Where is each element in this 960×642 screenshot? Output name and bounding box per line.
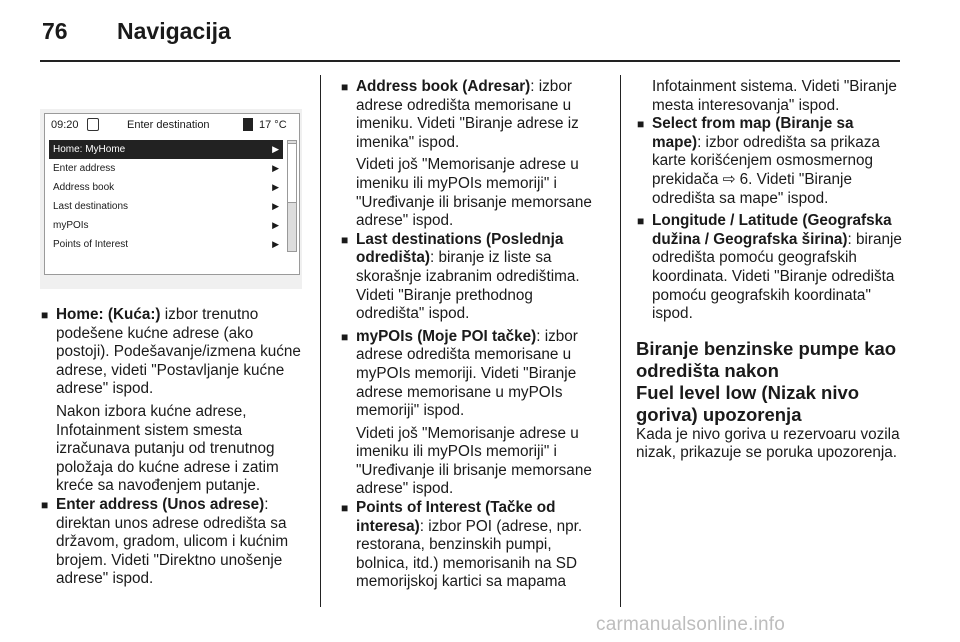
list-item: [636, 212, 906, 324]
paragraph: Infotainment sistema. Videti "Biranje mesta interesovanja" ispod.: [652, 78, 897, 114]
chevron-right-icon: ▶: [272, 144, 279, 154]
menu-item-label: Address book: [53, 182, 115, 193]
chevron-right-icon: ▶: [272, 201, 279, 211]
bullet-icon: ■: [341, 501, 349, 516]
term-select-from-map: Select from map (Biranje sa mape): [652, 115, 854, 151]
watermark: carmanualsonline.info: [596, 614, 786, 635]
bullet-icon: ■: [341, 329, 349, 344]
menu-item-address-book[interactable]: [49, 178, 283, 197]
term-home: Home: (Kuća:): [56, 306, 161, 323]
header-rule: [40, 60, 900, 62]
menu-item-label: Points of Interest: [53, 239, 129, 250]
desc-enter-address: : direktan unos adrese odredišta sa državom, gradom, ulicom i kućnim brojem. Videti "Direktno unošenje adrese" ispod.: [56, 495, 289, 588]
term-mypois: myPOIs (Moje POI tačke): [356, 327, 537, 345]
desc-home: izbor trenutno podešene kućne adrese (ako postoji). Podešavanje/izmena kućne adrese, videti "Postavljanje kućne adrese" ispod.: [56, 306, 301, 398]
desc-address-book: : izbor adrese odredišta memorisane u imeniku. Videti "Biranje adrese iz imenika" ispod.: [356, 78, 579, 151]
menu-item-label: Enter address: [53, 163, 116, 174]
section-heading: [636, 338, 906, 426]
destination-menu: [49, 140, 283, 254]
column-2: [340, 78, 604, 596]
bullet-icon: ■: [41, 497, 49, 512]
term-enter-address: Enter address (Unos adrese): [56, 495, 265, 513]
menu-item-enter-address[interactable]: [49, 159, 283, 178]
column-3: [636, 78, 906, 463]
menu-item-label: Last destinations: [53, 201, 129, 212]
chevron-right-icon: ▶: [272, 220, 279, 230]
list-item: [40, 306, 302, 399]
scrollbar-thumb[interactable]: [288, 143, 296, 203]
menu-item-label: myPOIs: [53, 220, 89, 231]
section-heading-line-2: Fuel level low (Nizak nivo goriva) upozorenja: [636, 381, 860, 425]
phone-icon: [243, 118, 253, 131]
column-divider-1: [320, 75, 321, 607]
desc-points-of-interest: : izbor POI (adrese, npr. restorana, benzinskih pumpi, bolnica, itd.) memorisanih na SD memorijskoj kartici sa mapama: [356, 517, 583, 591]
list-item: [340, 231, 604, 324]
paragraph: Nakon izbora kućne adrese, Infotainment sistem smesta izračunava putanju od trenutnog položaja do kućne adrese i zatim kreće sa navođenjem putanje.: [56, 402, 279, 495]
bullet-icon: ■: [41, 308, 49, 322]
page-header: [0, 0, 960, 62]
bullet-icon: ■: [341, 232, 349, 247]
list-item: [340, 499, 604, 592]
column-1: [40, 306, 302, 593]
list-item: [40, 496, 302, 589]
paragraph: Videti još "Memorisanje adrese u imeniku ili myPOIs memoriji" i "Uređivanje ili brisanje memorsane adrese" ispod.: [356, 156, 592, 230]
bullet-icon: ■: [637, 214, 645, 229]
page-title: Navigacija: [117, 18, 231, 44]
chevron-right-icon: ▶: [272, 239, 279, 249]
desc-select-from-map: : izbor odredišta sa prikaza karte korišćenjem osmosmernog prekidača: [652, 133, 880, 188]
screen-temperature: 17 °C: [259, 119, 287, 131]
page-reference-icon: ⇨: [722, 170, 736, 188]
desc-mypois: : izbor adrese odredišta memorisane u myPOIs memoriji. Videti "Biranje adrese memorisane u myPOIs memoriji" ispod.: [356, 327, 578, 420]
screen-frame: [44, 113, 300, 275]
list-item: [636, 115, 906, 208]
term-longitude-latitude: Longitude / Latitude (Geografska dužina / Geografska širina): [652, 212, 892, 248]
paragraph: Kada je nivo goriva u rezervoaru vozila nizak, prikazuje se poruka upozorenja.: [636, 425, 900, 462]
paragraph: Videti još "Memorisanje adrese u imeniku ili myPOIs memoriji" i "Uređivanje ili brisanje memorsane adrese" ispod.: [356, 424, 592, 498]
column-divider-2: [620, 75, 621, 607]
menu-item-home[interactable]: [49, 140, 283, 159]
list-item: [340, 78, 604, 152]
menu-item-points-of-interest[interactable]: [49, 235, 283, 254]
menu-item-mypois[interactable]: [49, 216, 283, 235]
bullet-icon: ■: [341, 80, 349, 94]
nav-screen-illustration: [40, 109, 302, 289]
page-reference: 6: [739, 170, 749, 188]
desc-last-destinations: : biranje iz liste sa skorašnje izabranim odredištima. Videti "Biranje prethodnog odredišta" ispod.: [356, 249, 580, 323]
chevron-right-icon: ▶: [272, 163, 279, 173]
section-heading-line-1: Biranje benzinske pumpe kao odredišta nakon: [636, 337, 897, 381]
menu-item-label: Home: MyHome: [53, 144, 126, 155]
list-item: [340, 328, 604, 421]
term-last-destinations: Last destinations (Poslednja odredišta): [356, 230, 564, 267]
desc-select-from-map-2: . Videti "Biranje odredišta sa mape" ispod.: [652, 170, 852, 207]
back-icon: [87, 118, 99, 131]
term-points-of-interest: Points of Interest (Tačke od interesa): [356, 499, 556, 535]
screen-title: Enter destination: [127, 119, 210, 131]
screen-scrollbar[interactable]: [287, 140, 297, 252]
page-number: 76: [42, 18, 68, 44]
bullet-icon: ■: [637, 117, 645, 132]
chevron-right-icon: ▶: [272, 182, 279, 192]
desc-longitude-latitude: : biranje odredišta pomoću geografskih koordinata. Videti "Biranje odredišta pomoću geografskih koordinata" ispod.: [652, 230, 902, 323]
term-address-book: Address book (Adresar): [356, 78, 531, 95]
screen-status-bar: [45, 114, 299, 136]
screen-time: 09:20: [51, 119, 79, 131]
menu-item-last-destinations[interactable]: [49, 197, 283, 216]
